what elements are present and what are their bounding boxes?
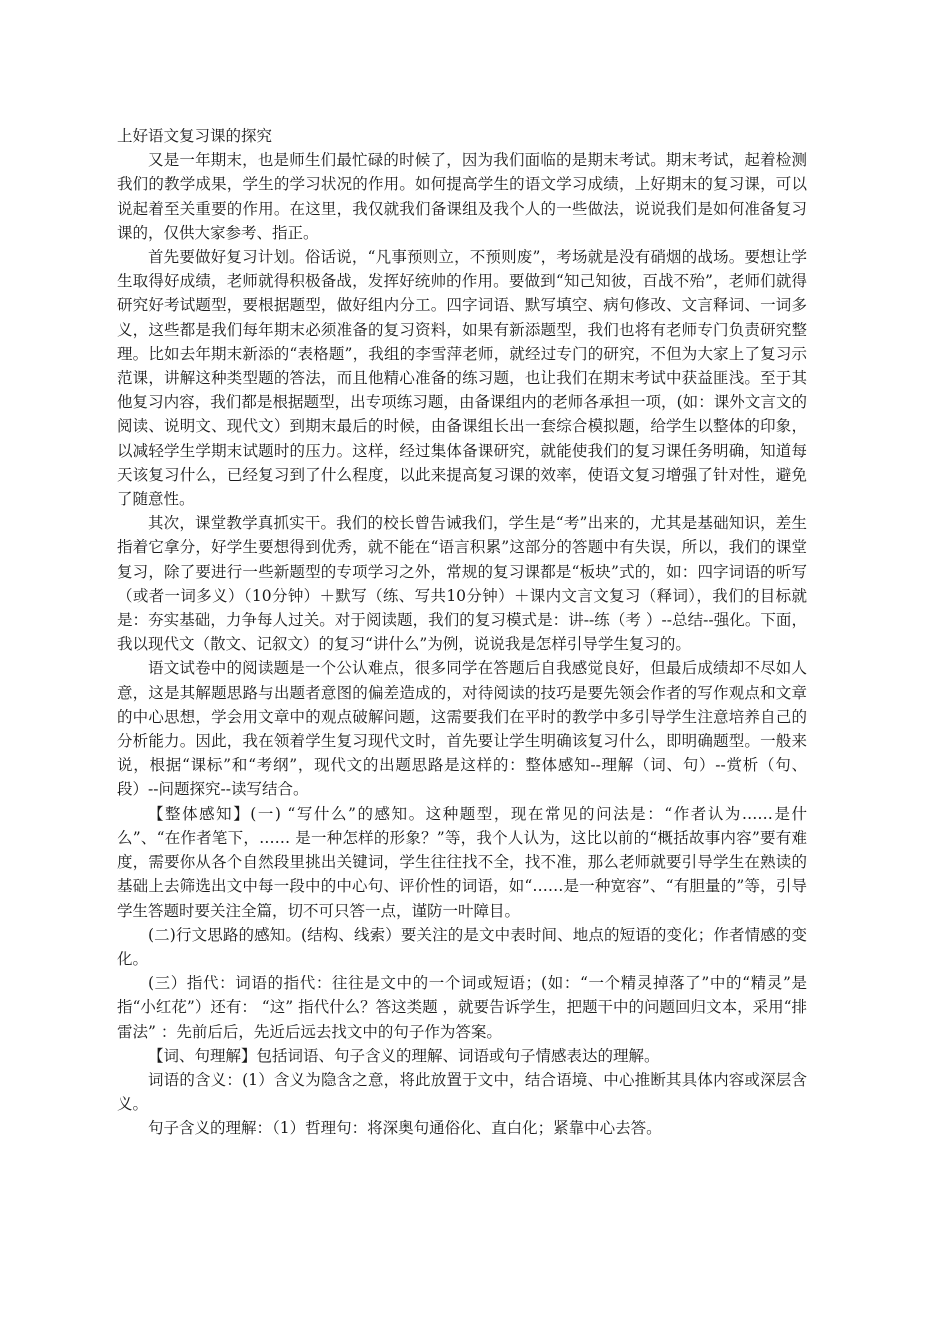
paragraph-sentence-meaning: 句子含义的理解：（1）哲理句：将深奥句通俗化、直白化；紧靠中心去答。 bbox=[148, 1119, 662, 1138]
paragraph-intro: 又是一年期末，也是师生们最忙碌的时候了，因为我们面临的是期末考试。期末考试，起着检测我们的教学成果，学生的学习状况的作用。如何提高学生的语文学习成绩，上好期末的复习课，可以说起着至关重要的作用。在这里，我仅就我们备课组及我个人的一些做法，说说我们是如何准备复习课的，仅供大家参考、指正。 bbox=[117, 151, 807, 242]
paragraph-word-meaning: 词语的含义：(1）含义为隐含之意，将此放置于文中，结合语境、中心推断其具体内容或深层含义。 bbox=[117, 1070, 807, 1114]
paragraph-reference: (三）指代：词语的指代：往往是文中的一个词或短语；(如：“一个精灵掉落了”中的“精灵”是指“小红花”）还有： “这” 指代什么？答这类题 ，就要告诉学生，把题干中的问题回归文本，采用“排雷法” ：先前后后，先近后远去找文中的句子作为答案。 bbox=[117, 974, 807, 1041]
document-title: 上好语文复习课的探究 bbox=[117, 127, 273, 145]
paragraph-review-plan: 首先要做好复习计划。俗话说，“凡事预则立，不预则废”，考场就是没有硝烟的战场。要想让学生取得好成绩，老师就得积极备战，发挥好统帅的作用。要做到“知己知彼，百战不殆”，老师们就得研究好考试题型，要根据题型，做好组内分工。四字词语、默写填空、病句修改、文言释词、一词多义，这些都是我们每年期末必须准备的复习资料，如果有新添题型，我们也将有老师专门负责研究整理。比如去年期末新添的“表格题”，我组的李雪萍老师，就经过专门的研究，不但为大家上了复习示范课，讲解这种类型题的答法，而且他精心准备的练习题，也让我们在期末考试中获益匪浅。至于其他复习内容，我们都是根据题型，出专项练习题，由备课组内的老师各承担一项，(如：课外文言文的阅读、说明文、现代文）到期末最后的时候，由备课组长出一套综合模拟题，给学生以整体的印象，以减轻学生学期末试题时的压力。这样，经过集体备课研究，就能使我们的复习课任务明确，知道每天该复习什么，已经复习到了什么程度，以此来提高复习课的效率，使语文复习增强了针对性，避免了随意性。 bbox=[117, 248, 807, 509]
paragraph-overall-perception: 【整体感知】(一) “写什么”的感知。这种题型，现在常见的问法是：“作者认为……是什么”、“在作者笔下，…… 是一种怎样的形象？”等，我个人认为，这比以前的“概括故事内容”要有难度，需要你从各个自然段里挑出关键词，学生往往找不全，找不准，那么老师就要引导学生在熟读的基础上去筛选出文中每一段中的中心句、评价性的词语，如“……是一种宽容”、“有胆量的”等，引导学生答题时要关注全篇，切不可只答一点，谨防一叶障目。 bbox=[117, 804, 807, 920]
paragraph-word-sentence-understanding: 【词、句理解】包括词语、句子含义的理解、词语或句子情感表达的理解。 bbox=[148, 1046, 660, 1065]
document-body bbox=[117, 124, 807, 1141]
paragraph-reading-questions: 语文试卷中的阅读题是一个公认难点，很多同学在答题后自我感觉良好，但最后成绩却不尽如人意，这是其解题思路与出题者意图的偏差造成的，对待阅读的技巧是要先领会作者的写作观点和文章的中心思想，学会用文章中的观点破解问题，这需要我们在平时的教学中多引导学生注意培养自己的分析能力。因此，我在领着学生复习现代文时，首先要让学生明确该复习什么，即明确题型。一般来说，根据“课标”和“考纲”，现代文的出题思路是这样的：整体感知--理解（词、句）--赏析（句、段）--问题探究--读写结合。 bbox=[117, 659, 807, 799]
paragraph-classroom-teaching: 其次，课堂教学真抓实干。我们的校长曾告诫我们，学生是“考”出来的，尤其是基础知识，差生指着它拿分，好学生要想得到优秀，就不能在“语言积累”这部分的答题中有失误，所以，我们的课堂复习，除了要进行一些新题型的专项学习之外，常规的复习课都是“板块”式的，如：四字词语的听写（或者一词多义）（10分钟）＋默写（练、写共10分钟）＋课内文言文复习（释词），我们的目标就是：夯实基础，力争每人过关。对于阅读题，我们的复习模式是：讲--练（考 ）--总结--强化。下面，我以现代文（散文、记叙文）的复习“讲什么”为例，说说我是怎样引导学生复习的。 bbox=[117, 514, 807, 654]
paragraph-writing-structure: (二)行文思路的感知。(结构、线索）要关注的是文中表时间、地点的短语的变化；作者情感的变化。 bbox=[117, 925, 807, 968]
